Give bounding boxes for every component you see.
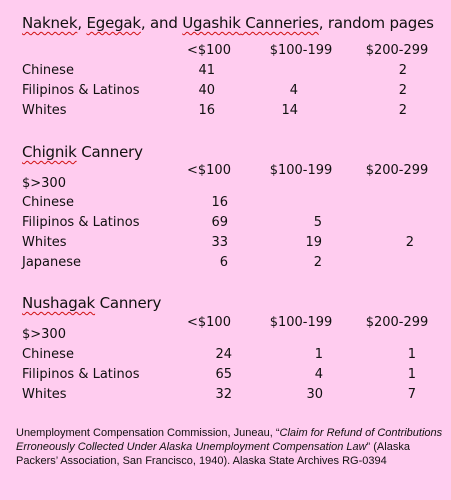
row-label: Chinese	[22, 347, 74, 362]
cell-value: 65	[215, 367, 232, 382]
cell-value: 69	[211, 215, 228, 230]
title-word: Canneries	[240, 14, 319, 32]
col-header-200-299: $200-299	[365, 315, 429, 330]
cell-value: 24	[215, 347, 232, 362]
cell-value: 19	[305, 235, 322, 250]
row-label: Whites	[22, 387, 67, 402]
col-header-100-199: $100-199	[269, 315, 333, 330]
cell-value: 1	[407, 347, 416, 362]
row-label: Chinese	[22, 195, 74, 210]
col-header-lt100: <$100	[187, 163, 231, 178]
title-sep: , and	[140, 14, 183, 32]
source-citation	[16, 426, 446, 468]
cell-value: 2	[398, 63, 407, 78]
cell-value: 30	[306, 387, 323, 402]
row-label: Chinese	[22, 63, 74, 78]
cell-value: 2	[405, 235, 414, 250]
title-word: Naknek	[22, 14, 78, 32]
cell-value: 4	[314, 367, 323, 382]
cell-value: 32	[215, 387, 232, 402]
section-title-nushagak	[22, 294, 161, 312]
cell-value: 16	[211, 195, 228, 210]
row-label: Filipinos & Latinos	[22, 367, 140, 382]
cell-value: 7	[407, 387, 416, 402]
col-header-gt300: $>300	[22, 327, 66, 342]
cell-value: 14	[281, 103, 298, 118]
col-header-200-299: $200-299	[365, 43, 429, 58]
cell-value: 2	[398, 103, 407, 118]
title-tail: Cannery	[95, 294, 162, 312]
row-label: Whites	[22, 103, 67, 118]
cell-value: 1	[314, 347, 323, 362]
title-sep: ,	[77, 14, 87, 32]
row-label: Filipinos & Latinos	[22, 83, 140, 98]
cell-value: 6	[219, 255, 228, 270]
citation-suffix: ” (Alaska Packers’ Association, San Francisco, 1940). Alaska State Archives RG-0394	[16, 441, 410, 467]
col-header-gt300: $>300	[22, 176, 66, 191]
cell-value: 16	[198, 103, 215, 118]
col-header-200-299: $200-299	[365, 163, 429, 178]
title-tail: , random pages	[318, 14, 434, 32]
col-header-100-199: $100-199	[269, 163, 333, 178]
title-word: Ugashik	[182, 14, 241, 32]
row-label: Filipinos & Latinos	[22, 215, 140, 230]
cell-value: 40	[198, 83, 215, 98]
title-tail: Cannery	[76, 143, 143, 161]
cell-value: 41	[198, 63, 215, 78]
citation-prefix: Unemployment Compensation Commission, Juneau, “	[16, 427, 280, 439]
cell-value: 5	[313, 215, 322, 230]
cell-value: 4	[289, 83, 298, 98]
cell-value: 1	[407, 367, 416, 382]
row-label: Whites	[22, 235, 67, 250]
citation-title: Claim for Refund of Contributions Erroneously Collected Under Alaska Unemployment Compensation Law	[16, 427, 443, 453]
col-header-lt100: <$100	[187, 43, 231, 58]
title-word: Chignik	[22, 143, 77, 161]
title-word: Egegak	[86, 14, 141, 32]
row-label: Japanese	[22, 255, 82, 270]
title-word: Nushagak	[22, 294, 96, 312]
cell-value: 2	[398, 83, 407, 98]
cell-value: 2	[313, 255, 322, 270]
section-title-naknek	[22, 14, 434, 32]
col-header-100-199: $100-199	[269, 43, 333, 58]
cell-value: 33	[211, 235, 228, 250]
col-header-lt100: <$100	[187, 315, 231, 330]
section-title-chignik	[22, 143, 143, 161]
